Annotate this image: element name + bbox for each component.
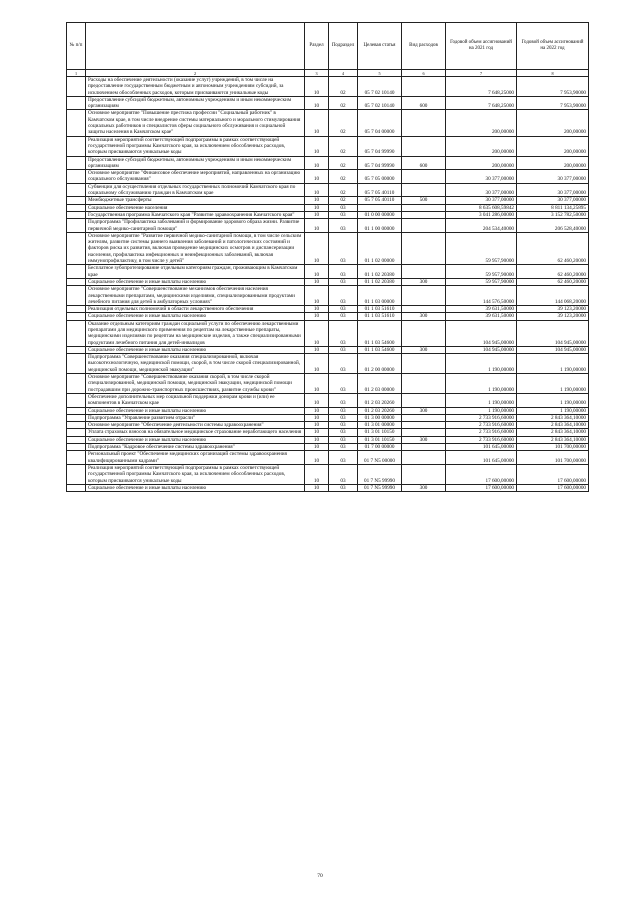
row-name-cell: Реализация мероприятий соответствующей подпрограммы в рамках соответствующей государственной программы Камчатского края, за исключением обособленных расходов, которым присваиваются уникальные коды — [86, 136, 305, 156]
row-amount-2022-cell: 104 945,00000 — [517, 320, 589, 346]
row-subsection-cell: 03 — [329, 436, 358, 443]
row-subsection-cell: 03 — [329, 393, 358, 407]
row-expense-type-cell — [402, 211, 446, 218]
row-number-cell — [67, 346, 86, 353]
row-section-cell: 10 — [305, 320, 329, 346]
row-amount-2022-cell: 39 123,20000 — [517, 306, 589, 313]
column-number: 5 — [358, 70, 402, 77]
row-target-cell: 01 2 03 00000 — [358, 374, 402, 394]
row-amount-2021-cell: 1 190,00000 — [446, 393, 517, 407]
row-name-cell: Расходы на обеспечение деятельности (оказание услуг) учреждений, в том числе на предоставление государственным бюджетным и автономным учреждениям субсидий, за исключением обособленных расходов, которым присваиваются уникальные коды — [86, 77, 305, 97]
table-row — [67, 156, 589, 170]
row-expense-type-cell — [402, 414, 446, 421]
row-subsection-cell: 02 — [329, 77, 358, 97]
row-section-cell: 10 — [305, 313, 329, 320]
row-amount-2022-cell: 101 700,00000 — [517, 451, 589, 465]
row-subsection-cell: 03 — [329, 422, 358, 429]
row-amount-2021-cell: 39 631,50000 — [446, 313, 517, 320]
row-section-cell: 10 — [305, 414, 329, 421]
row-expense-type-cell: 300 — [402, 313, 446, 320]
row-target-cell: 05 7 04 99990 — [358, 136, 402, 156]
row-target-cell: 05 7 02 10140 — [358, 77, 402, 97]
row-subsection-cell: 02 — [329, 197, 358, 204]
row-subsection-cell: 03 — [329, 265, 358, 279]
table-row — [67, 77, 589, 97]
row-amount-2021-cell: 59 957,90000 — [446, 278, 517, 285]
row-expense-type-cell — [402, 393, 446, 407]
row-section-cell: 10 — [305, 110, 329, 136]
row-amount-2022-cell: 7 953,90000 — [517, 77, 589, 97]
row-number-cell — [67, 136, 86, 156]
row-amount-2021-cell: 2 733 916,60000 — [446, 436, 517, 443]
row-amount-2021-cell: 59 957,90000 — [446, 232, 517, 264]
row-name-cell: Обеспечение дополнительных мер социальной поддержки донорам крови и (или) ее компонентов в Камчатском крае — [86, 393, 305, 407]
row-section-cell: 10 — [305, 204, 329, 211]
row-amount-2022-cell: 200,00000 — [517, 110, 589, 136]
row-expense-type-cell: 600 — [402, 96, 446, 110]
row-subsection-cell: 03 — [329, 211, 358, 218]
row-name-cell: Уплата страховых взносов на обязательное медицинское страхование неработающего населения — [86, 429, 305, 436]
column-number-row — [67, 70, 589, 77]
row-expense-type-cell — [402, 320, 446, 346]
row-section-cell: 10 — [305, 374, 329, 394]
row-section-cell: 10 — [305, 444, 329, 451]
row-expense-type-cell — [402, 232, 446, 264]
header-subsection: Подраздел — [329, 23, 358, 70]
row-subsection-cell: 03 — [329, 204, 358, 211]
row-subsection-cell: 03 — [329, 232, 358, 264]
row-amount-2021-cell: 7 648,25000 — [446, 96, 517, 110]
header-amount-2021: Годовой объем ассигнований на 2021 год — [446, 23, 517, 70]
row-amount-2021-cell: 3 041 286,00000 — [446, 211, 517, 218]
row-amount-2021-cell: 144 576,50000 — [446, 286, 517, 306]
row-expense-type-cell — [402, 451, 446, 465]
row-amount-2022-cell: 200,00000 — [517, 156, 589, 170]
row-section-cell: 10 — [305, 265, 329, 279]
row-target-cell: 01 1 00 00000 — [358, 219, 402, 233]
row-amount-2021-cell: 1 190,00000 — [446, 374, 517, 394]
row-number-cell — [67, 77, 86, 97]
row-subsection-cell: 03 — [329, 444, 358, 451]
row-number-cell — [67, 197, 86, 204]
row-target-cell: 01 1 03 51610 — [358, 313, 402, 320]
row-expense-type-cell — [402, 110, 446, 136]
row-expense-type-cell: 600 — [402, 156, 446, 170]
row-number-cell — [67, 407, 86, 414]
row-amount-2021-cell: 1 190,00000 — [446, 407, 517, 414]
table-row — [67, 204, 589, 211]
header-name — [86, 23, 305, 70]
row-subsection-cell: 03 — [329, 464, 358, 484]
row-expense-type-cell — [402, 306, 446, 313]
row-target-cell: 05 7 04 99990 — [358, 156, 402, 170]
row-target-cell: 01 7 N5 00000 — [358, 451, 402, 465]
row-expense-type-cell — [402, 219, 446, 233]
row-target-cell: 01 1 03 51610 — [358, 306, 402, 313]
row-target-cell: 01 1 03 54600 — [358, 320, 402, 346]
row-name-cell: Социальное обеспечение и иные выплаты населению — [86, 484, 305, 491]
row-amount-2022-cell: 8 811 134,25895 — [517, 204, 589, 211]
row-amount-2022-cell: 2 843 364,10000 — [517, 436, 589, 443]
header-expense-type: Вид расходов — [402, 23, 446, 70]
row-amount-2022-cell: 200,00000 — [517, 136, 589, 156]
row-expense-type-cell: 300 — [402, 346, 446, 353]
row-amount-2021-cell: 2 733 916,60000 — [446, 414, 517, 421]
row-number-cell — [67, 484, 86, 491]
row-target-cell: 01 2 00 00000 — [358, 354, 402, 374]
row-subsection-cell: 03 — [329, 451, 358, 465]
column-number: 2 — [86, 70, 305, 77]
row-expense-type-cell — [402, 286, 446, 306]
row-target-cell: 01 3 01 10150 — [358, 429, 402, 436]
table-row — [67, 346, 589, 353]
row-section-cell: 10 — [305, 286, 329, 306]
row-section-cell: 10 — [305, 484, 329, 491]
header-amount-2022: Годовой объем ассигнований на 2022 год — [517, 23, 589, 70]
row-number-cell — [67, 211, 86, 218]
page-number: 70 — [317, 873, 323, 879]
table-row — [67, 110, 589, 136]
table-row — [67, 414, 589, 421]
row-subsection-cell: 03 — [329, 320, 358, 346]
table-row — [67, 451, 589, 465]
table-row — [67, 444, 589, 451]
row-section-cell: 10 — [305, 77, 329, 97]
row-section-cell: 10 — [305, 211, 329, 218]
row-target-cell: 01 1 02 20380 — [358, 278, 402, 285]
row-name-cell: Основное мероприятие "Совершенствование механизмов обеспечения населения лекарственными препаратами, медицинскими изделиями, специализированными продуктами лечебного питания для детей в амбулаторных условиях" — [86, 286, 305, 306]
table-row — [67, 306, 589, 313]
row-target-cell: 01 0 00 00000 — [358, 211, 402, 218]
row-name-cell: Подпрограмма "Совершенствование оказания специализированной, включая высокотехнологичную, медицинской помощи, скорой, в том числе скорой специализированной, медицинской помощи, медицинской эвакуации" — [86, 354, 305, 374]
row-amount-2021-cell: 30 377,00000 — [446, 170, 517, 184]
row-number-cell — [67, 183, 86, 197]
row-subsection-cell: 03 — [329, 286, 358, 306]
row-expense-type-cell — [402, 204, 446, 211]
column-number: 6 — [402, 70, 446, 77]
row-amount-2022-cell: 2 843 364,10000 — [517, 429, 589, 436]
row-number-cell — [67, 414, 86, 421]
row-amount-2022-cell: 62 460,20000 — [517, 265, 589, 279]
row-amount-2022-cell: 62 460,20000 — [517, 232, 589, 264]
row-amount-2022-cell: 1 190,00000 — [517, 393, 589, 407]
row-expense-type-cell: 300 — [402, 278, 446, 285]
row-name-cell: Основное мероприятие "Развитие первичной медико-санитарной помощи, в том числе сельским жителям, развитие системы раннего выявления заболеваний и патологических состояний и факторов риска их развития, включая проведение медицинских осмотров и диспансеризации населения, профилактика инфекционных и неинфекционных заболеваний, включая иммунопрофилактику, в том числе у детей" — [86, 232, 305, 264]
row-target-cell: 01 1 02 00000 — [358, 232, 402, 264]
row-number-cell — [67, 204, 86, 211]
row-number-cell — [67, 306, 86, 313]
row-section-cell: 10 — [305, 219, 329, 233]
row-name-cell: Субвенции для осуществления отдельных государственных полномочий Камчатского края по социальному обслуживанию граждан в Камчатском крае — [86, 183, 305, 197]
row-amount-2021-cell: 200,00000 — [446, 156, 517, 170]
table-row — [67, 219, 589, 233]
row-number-cell — [67, 110, 86, 136]
row-amount-2021-cell: 101 645,00000 — [446, 451, 517, 465]
row-name-cell: Основное мероприятие "Обеспечение деятельности системы здравоохранения" — [86, 422, 305, 429]
row-expense-type-cell — [402, 374, 446, 394]
table-row — [67, 183, 589, 197]
row-name-cell: Социальное обеспечение населения — [86, 204, 305, 211]
row-name-cell: Реализация мероприятий соответствующей подпрограммы в рамках соответствующей государственной программы Камчатского края, за исключением обособленных расходов, которым присваиваются уникальные коды — [86, 464, 305, 484]
row-name-cell: Социальное обеспечение и иные выплаты населению — [86, 278, 305, 285]
row-name-cell: Основное мероприятие "Совершенствование оказания скорой, в том числе скорой специализированной, медицинской помощи, медицинской эвакуации, медицинской помощи пострадавшим при дорожно-транспортных происшествиях, развитие службы крови" — [86, 374, 305, 394]
table-row — [67, 320, 589, 346]
row-amount-2021-cell: 1 190,00000 — [446, 354, 517, 374]
row-name-cell: Основное мероприятие "Повышение престижа профессии "Социальный работник" в Камчатском крае, в том числе внедрение системы материального и морального стимулирования социальных работников и специалистов сферы социального обслуживания и социальной защиты населения в Камчатском крае" — [86, 110, 305, 136]
column-number: 3 — [305, 70, 329, 77]
row-number-cell — [67, 422, 86, 429]
row-name-cell: Подпрограмма "Управление развитием отрасли" — [86, 414, 305, 421]
row-name-cell: Оказание отдельным категориям граждан социальной услуги по обеспечению лекарственными препаратами для медицинского применения по рецептам на лекарственные препараты, медицинскими изделиями по рецептам на медицинские изделия, а также специализированными продуктами лечебного питания для детей-инвалидов — [86, 320, 305, 346]
row-name-cell: Бесплатное зубопротезирование отдельным категориям граждан, проживающим в Камчатском крае — [86, 265, 305, 279]
row-amount-2022-cell: 30 377,00000 — [517, 170, 589, 184]
row-subsection-cell: 02 — [329, 156, 358, 170]
row-amount-2021-cell: 7 648,25000 — [446, 77, 517, 97]
row-number-cell — [67, 464, 86, 484]
row-target-cell: 05 7 05 40110 — [358, 183, 402, 197]
row-amount-2021-cell: 8 635 608,59842 — [446, 204, 517, 211]
row-expense-type-cell — [402, 464, 446, 484]
table-row — [67, 136, 589, 156]
row-subsection-cell: 03 — [329, 278, 358, 285]
row-expense-type-cell — [402, 170, 446, 184]
table-row — [67, 464, 589, 484]
row-target-cell: 01 1 03 00000 — [358, 286, 402, 306]
row-subsection-cell: 03 — [329, 219, 358, 233]
row-number-cell — [67, 393, 86, 407]
row-amount-2022-cell: 3 152 782,50000 — [517, 211, 589, 218]
row-expense-type-cell — [402, 136, 446, 156]
row-section-cell: 10 — [305, 96, 329, 110]
row-amount-2022-cell: 2 843 364,10000 — [517, 414, 589, 421]
row-section-cell: 10 — [305, 436, 329, 443]
table-row — [67, 429, 589, 436]
table-row — [67, 313, 589, 320]
row-number-cell — [67, 313, 86, 320]
row-amount-2022-cell: 144 068,20000 — [517, 286, 589, 306]
table-row — [67, 170, 589, 184]
row-amount-2022-cell: 1 190,00000 — [517, 407, 589, 414]
row-number-cell — [67, 451, 86, 465]
row-name-cell: Подпрограмма "Кадровое обеспечение системы здравоохранения" — [86, 444, 305, 451]
row-expense-type-cell — [402, 422, 446, 429]
row-section-cell: 10 — [305, 136, 329, 156]
row-amount-2022-cell: 17 600,00000 — [517, 464, 589, 484]
column-number: 8 — [517, 70, 589, 77]
row-subsection-cell: 03 — [329, 313, 358, 320]
row-target-cell: 01 7 N5 99990 — [358, 464, 402, 484]
row-amount-2021-cell: 2 733 916,60000 — [446, 429, 517, 436]
row-amount-2021-cell: 200,00000 — [446, 110, 517, 136]
row-target-cell — [358, 204, 402, 211]
row-section-cell: 10 — [305, 197, 329, 204]
table-row — [67, 393, 589, 407]
row-section-cell: 10 — [305, 183, 329, 197]
table-row — [67, 96, 589, 110]
row-expense-type-cell: 300 — [402, 484, 446, 491]
row-amount-2021-cell: 104 945,00000 — [446, 346, 517, 353]
row-target-cell: 01 7 00 00000 — [358, 444, 402, 451]
row-expense-type-cell — [402, 354, 446, 374]
row-name-cell: Социальное обеспечение и иные выплаты населению — [86, 313, 305, 320]
row-subsection-cell: 03 — [329, 306, 358, 313]
row-amount-2021-cell: 2 733 916,60000 — [446, 422, 517, 429]
row-expense-type-cell — [402, 265, 446, 279]
row-section-cell: 10 — [305, 306, 329, 313]
table-row — [67, 354, 589, 374]
row-target-cell: 05 7 05 00000 — [358, 170, 402, 184]
row-number-cell — [67, 354, 86, 374]
row-expense-type-cell — [402, 77, 446, 97]
row-amount-2021-cell: 104 945,00000 — [446, 320, 517, 346]
row-amount-2021-cell: 204 534,40000 — [446, 219, 517, 233]
row-name-cell: Реализация отдельных полномочий в области лекарственного обеспечения — [86, 306, 305, 313]
row-target-cell: 01 3 01 00000 — [358, 422, 402, 429]
row-target-cell: 01 1 03 54600 — [358, 346, 402, 353]
table-row — [67, 422, 589, 429]
row-target-cell: 01 7 N5 99990 — [358, 484, 402, 491]
column-number: 4 — [329, 70, 358, 77]
row-name-cell: Основное мероприятие "Финансовое обеспечение мероприятий, направленных на организацию социального обслуживания" — [86, 170, 305, 184]
row-number-cell — [67, 320, 86, 346]
row-subsection-cell: 03 — [329, 429, 358, 436]
row-name-cell: Государственная программа Камчатского края "Развитие здравоохранения Камчатского края" — [86, 211, 305, 218]
row-amount-2022-cell: 1 190,00000 — [517, 354, 589, 374]
row-target-cell: 01 3 00 00000 — [358, 414, 402, 421]
row-target-cell: 05 7 05 40110 — [358, 197, 402, 204]
row-subsection-cell: 03 — [329, 374, 358, 394]
table-row — [67, 197, 589, 204]
row-number-cell — [67, 156, 86, 170]
row-subsection-cell: 02 — [329, 110, 358, 136]
row-section-cell: 10 — [305, 451, 329, 465]
row-subsection-cell: 02 — [329, 183, 358, 197]
table-row — [67, 374, 589, 394]
row-amount-2022-cell: 17 600,00000 — [517, 484, 589, 491]
table-row — [67, 407, 589, 414]
budget-table — [66, 22, 589, 492]
row-name-cell: Социальное обеспечение и иные выплаты населению — [86, 436, 305, 443]
row-target-cell: 01 3 01 10150 — [358, 436, 402, 443]
row-expense-type-cell — [402, 183, 446, 197]
row-name-cell: Предоставление субсидий бюджетным, автономным учреждениям и иным некоммерческим организациям — [86, 156, 305, 170]
row-expense-type-cell — [402, 444, 446, 451]
table-row — [67, 265, 589, 279]
row-amount-2022-cell: 101 700,00000 — [517, 444, 589, 451]
row-amount-2022-cell: 62 460,20000 — [517, 278, 589, 285]
header-section: Раздел — [305, 23, 329, 70]
row-section-cell: 10 — [305, 464, 329, 484]
table-row — [67, 484, 589, 491]
table-row — [67, 286, 589, 306]
row-section-cell: 10 — [305, 232, 329, 264]
row-target-cell: 01 1 02 20380 — [358, 265, 402, 279]
row-section-cell: 10 — [305, 422, 329, 429]
row-expense-type-cell: 300 — [402, 407, 446, 414]
row-number-cell — [67, 286, 86, 306]
row-name-cell: Межбюджетные трансферты — [86, 197, 305, 204]
row-section-cell: 10 — [305, 393, 329, 407]
row-section-cell: 10 — [305, 407, 329, 414]
row-number-cell — [67, 232, 86, 264]
row-amount-2022-cell: 30 377,00000 — [517, 197, 589, 204]
row-amount-2022-cell: 206 528,40000 — [517, 219, 589, 233]
row-amount-2021-cell: 59 957,90000 — [446, 265, 517, 279]
row-section-cell: 10 — [305, 170, 329, 184]
table-row — [67, 436, 589, 443]
row-number-cell — [67, 444, 86, 451]
row-amount-2021-cell: 39 631,50000 — [446, 306, 517, 313]
row-number-cell — [67, 170, 86, 184]
row-section-cell: 10 — [305, 278, 329, 285]
header-target-article: Целевая статья — [358, 23, 402, 70]
row-amount-2021-cell: 30 377,00000 — [446, 183, 517, 197]
row-amount-2021-cell: 30 377,00000 — [446, 197, 517, 204]
row-amount-2021-cell: 17 600,00000 — [446, 464, 517, 484]
row-subsection-cell: 03 — [329, 414, 358, 421]
row-expense-type-cell: 300 — [402, 436, 446, 443]
row-number-cell — [67, 265, 86, 279]
column-number: 7 — [446, 70, 517, 77]
table-row — [67, 278, 589, 285]
row-number-cell — [67, 278, 86, 285]
row-target-cell: 05 7 04 00000 — [358, 110, 402, 136]
row-subsection-cell: 03 — [329, 346, 358, 353]
row-name-cell: Социальное обеспечение и иные выплаты населению — [86, 346, 305, 353]
row-amount-2022-cell: 7 953,90000 — [517, 96, 589, 110]
row-section-cell: 10 — [305, 429, 329, 436]
row-expense-type-cell — [402, 429, 446, 436]
header-row — [67, 23, 589, 70]
row-expense-type-cell: 500 — [402, 197, 446, 204]
header-number: № п/п — [67, 23, 86, 70]
row-amount-2022-cell: 1 190,00000 — [517, 374, 589, 394]
table-row — [67, 211, 589, 218]
row-section-cell: 10 — [305, 156, 329, 170]
row-number-cell — [67, 96, 86, 110]
row-amount-2022-cell: 30 377,00000 — [517, 183, 589, 197]
row-number-cell — [67, 436, 86, 443]
row-target-cell: 05 7 02 10140 — [358, 96, 402, 110]
row-amount-2022-cell: 104 945,00000 — [517, 346, 589, 353]
row-name-cell: Подпрограмма "Профилактика заболеваний и формирование здорового образа жизни. Развитие первичной медико-санитарной помощи" — [86, 219, 305, 233]
row-amount-2021-cell: 17 600,00000 — [446, 484, 517, 491]
row-number-cell — [67, 374, 86, 394]
row-subsection-cell: 02 — [329, 136, 358, 156]
row-amount-2021-cell: 200,00000 — [446, 136, 517, 156]
row-name-cell: Социальное обеспечение и иные выплаты населению — [86, 407, 305, 414]
row-section-cell: 10 — [305, 346, 329, 353]
row-name-cell: Региональный проект "Обеспечение медицинских организаций системы здравоохранения квалифицированными кадрами" — [86, 451, 305, 465]
row-target-cell: 01 2 03 20260 — [358, 393, 402, 407]
row-subsection-cell: 03 — [329, 354, 358, 374]
row-name-cell: Предоставление субсидий бюджетным, автономным учреждениям и иным некоммерческим организациям — [86, 96, 305, 110]
row-amount-2022-cell: 39 123,20000 — [517, 313, 589, 320]
row-subsection-cell: 02 — [329, 96, 358, 110]
column-number: 1 — [67, 70, 86, 77]
table-row — [67, 232, 589, 264]
row-amount-2021-cell: 101 645,00000 — [446, 444, 517, 451]
row-target-cell: 01 2 03 20260 — [358, 407, 402, 414]
row-subsection-cell: 03 — [329, 484, 358, 491]
row-subsection-cell: 03 — [329, 407, 358, 414]
row-section-cell: 10 — [305, 354, 329, 374]
row-number-cell — [67, 429, 86, 436]
row-number-cell — [67, 219, 86, 233]
row-subsection-cell: 02 — [329, 170, 358, 184]
row-amount-2022-cell: 2 843 364,10000 — [517, 422, 589, 429]
